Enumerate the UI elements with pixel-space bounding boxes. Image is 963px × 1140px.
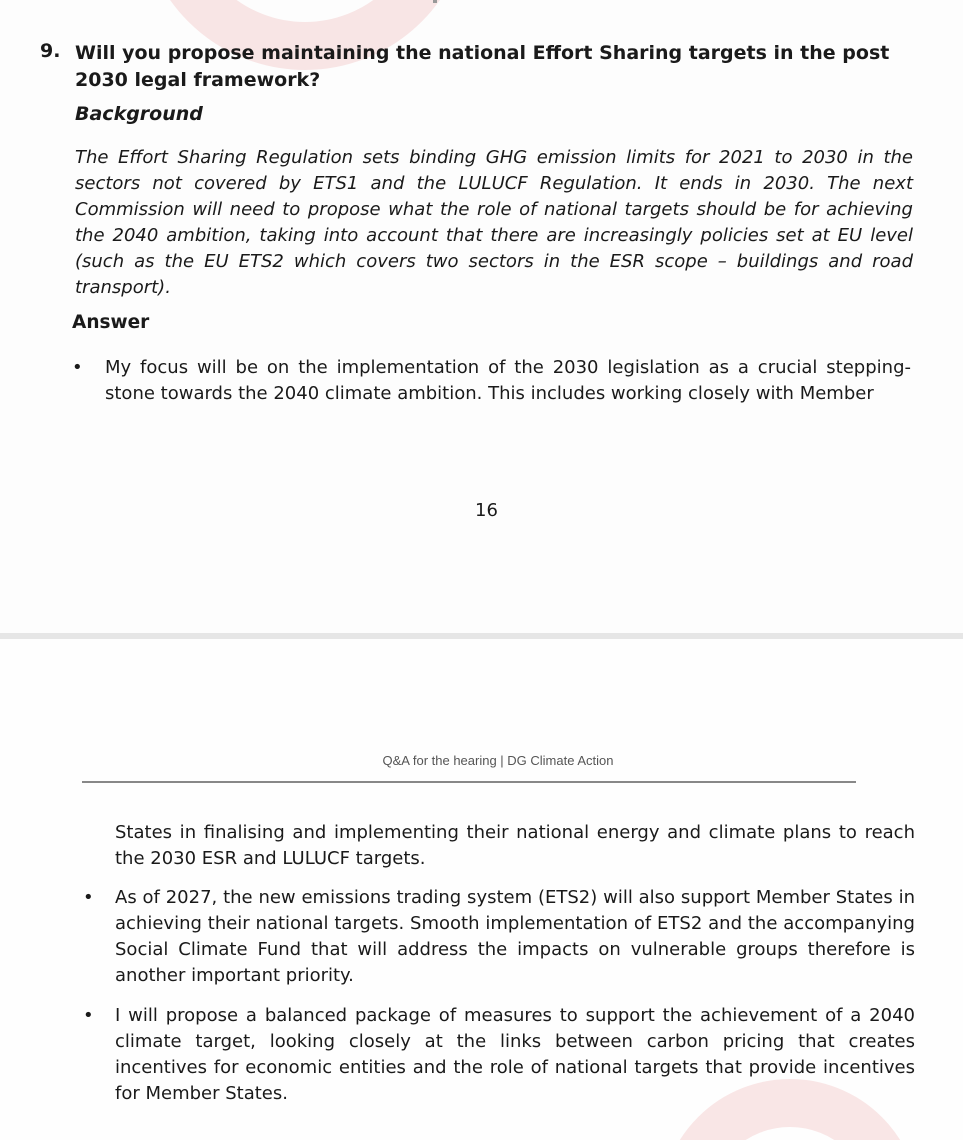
page-number: 16 bbox=[475, 500, 498, 521]
scan-speck bbox=[433, 0, 437, 3]
page-bottom bbox=[0, 639, 963, 1140]
question-number: 9. bbox=[40, 40, 61, 62]
background-paragraph: The Effort Sharing Regulation sets binding GHG emission limits for 2021 to 2030 in the sectors not covered by ETS1 and the LULUCF Regulation. It ends in 2030. The next Commission will need to propose what the role of national targets should be for achieving the 2040 ambition, taking into account that there are increasingly policies set at EU level (such as the EU ETS2 which covers two sectors in the ESR scope – buildings and road transport). bbox=[75, 147, 913, 298]
running-header: Q&A for the hearing | DG Climate Action bbox=[382, 753, 614, 768]
header-rule bbox=[82, 781, 856, 783]
background-heading: Background bbox=[75, 103, 203, 125]
bullet-point: • bbox=[83, 887, 94, 908]
bullet-continuation: States in finalising and implementing their national energy and climate plans to reach the 2030 ESR and LULUCF targets. bbox=[115, 822, 915, 869]
question-text: Will you propose maintaining the national Effort Sharing targets in the post 2030 legal framework? bbox=[75, 42, 890, 91]
bullet-point: • bbox=[72, 357, 83, 378]
bullet-text: I will propose a balanced package of measures to support the achievement of a 2040 climate target, looking closely at the links between carbon pricing that creates incentives for economic entities and the role of national targets that provide incentives for Member States. bbox=[115, 1005, 915, 1104]
bullet-text: As of 2027, the new emissions trading system (ETS2) will also support Member States in achieving their national targets. Smooth implementation of ETS2 and the accompanying Social Climate Fund that will address the impacts on vulnerable groups therefore is another important priority. bbox=[115, 887, 915, 986]
answer-heading: Answer bbox=[72, 312, 150, 333]
bullet-text: My focus will be on the implementation of the 2030 legislation as a crucial stepping-stone towards the 2040 climate ambition. This includes working closely with Member bbox=[105, 357, 911, 404]
bullet-point: • bbox=[83, 1005, 94, 1026]
